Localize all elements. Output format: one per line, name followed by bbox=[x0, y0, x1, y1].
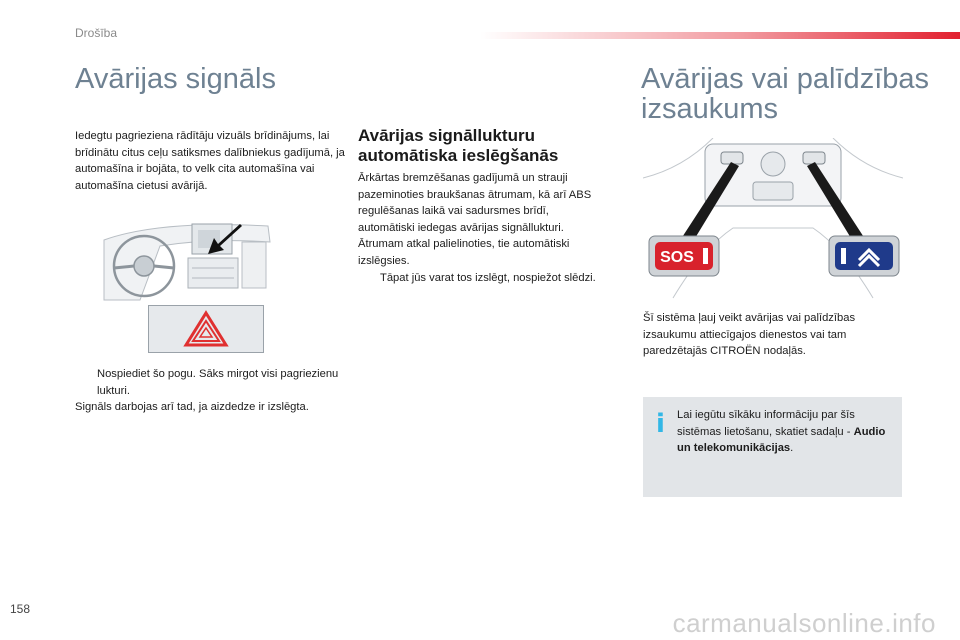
info-box bbox=[643, 397, 902, 497]
emergency-call-title-line1: Avārijas vai palīdzības bbox=[641, 63, 930, 95]
info-text-bold: Audio un telekomunikācijas bbox=[677, 425, 886, 455]
page-number: 158 bbox=[10, 602, 31, 616]
info-text-plain: Lai iegūtu sīkāku informāciju par šīs sistēmas lietošanu, skatiet sadaļu - bbox=[677, 409, 855, 438]
info-text-end: . bbox=[790, 442, 794, 455]
overhead-console-illustration bbox=[643, 138, 903, 303]
emergency-call-title bbox=[641, 64, 941, 124]
dashboard-illustration bbox=[100, 212, 272, 302]
watermark: carmanualsonline.info bbox=[672, 608, 936, 638]
auto-hazard-title bbox=[358, 126, 608, 166]
bullet-marker bbox=[75, 366, 97, 399]
hazard-title: Avārijas signāls bbox=[75, 63, 276, 95]
bullet-marker bbox=[358, 270, 380, 287]
auto-hazard-body bbox=[358, 170, 604, 286]
auto-hazard-title-line2: automātiska ieslēgšanās bbox=[358, 146, 559, 165]
header-accent-bar bbox=[480, 32, 960, 39]
auto-hazard-bullet-text: Tāpat jūs varat tos izslēgt, nospiežot slēdzi. bbox=[380, 271, 596, 284]
sos-button-label: SOS bbox=[660, 249, 694, 266]
hazard-button-illustration bbox=[148, 305, 264, 353]
hazard-intro: Iedegtu pagrieziena rādītāju vizuāls brīdinājums, lai brīdinātu citus ceļu satiksmes dalībniekus gadījumā, ja automašīna ir bojāta, to velk cita automašīna vai automašīna cietusi avārijā. bbox=[75, 130, 345, 192]
hazard-bullet-text: Nospiediet šo pogu. Sāks mirgot visi pagriezienu lukturi. bbox=[97, 368, 339, 397]
auto-hazard-paragraph: Ārkārtas bremzēšanas gadījumā un strauji pazeminoties braukšanas ātrumam, kā arī ABS regulēšanas laikā vai sadursmes brīdī, automātiski iedegas avārijas signāllukturi. Ātrumam atkal palielinoties, tie automātiski izslēgsies. bbox=[358, 172, 592, 267]
emergency-call-title-line2: izsaukums bbox=[641, 93, 778, 125]
emergency-call-body: Šī sistēma ļauj veikt avārijas vai palīdzības izsaukumu attiecīgajos dienestos vai tam paredzētajās CITROËN nodaļās. bbox=[643, 312, 856, 358]
hazard-bullet-block bbox=[75, 366, 345, 416]
auto-hazard-bullet bbox=[358, 270, 604, 287]
hazard-note: Signāls darbojas arī tad, ja aizdedze ir izslēgta. bbox=[75, 401, 309, 414]
hazard-bullet bbox=[75, 366, 345, 399]
info-icon: i bbox=[656, 409, 665, 439]
section-label: Drošība bbox=[75, 26, 118, 40]
auto-hazard-title-line1: Avārijas signāllukturu bbox=[358, 126, 535, 145]
info-text bbox=[677, 407, 891, 457]
